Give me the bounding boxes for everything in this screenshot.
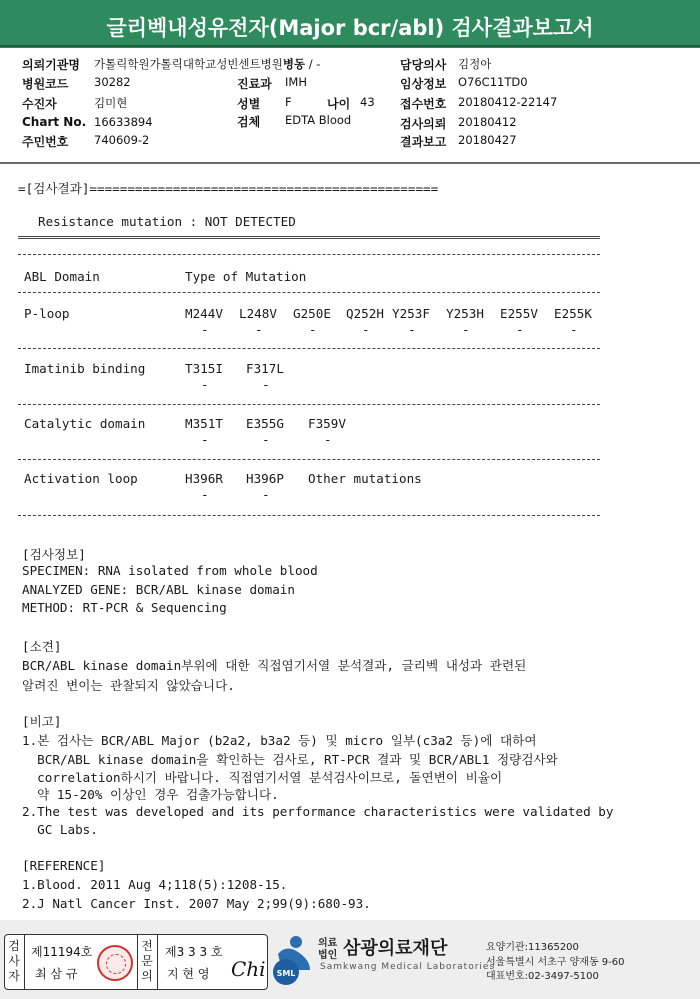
age-value: 43 <box>360 95 375 109</box>
mutation: E255K <box>554 306 592 321</box>
request-label: 검사의뢰 <box>400 117 447 131</box>
specialist-id: 제3 3 3 호 <box>165 945 223 959</box>
mutation-result: - <box>462 322 470 337</box>
examiner-label: 검사자 <box>8 939 20 983</box>
col-type: Type of Mutation <box>185 269 307 284</box>
divider <box>137 935 138 989</box>
mutation: Y253H <box>446 306 484 321</box>
mutation-result: - <box>262 432 270 447</box>
mutation: F359V <box>308 416 346 431</box>
mutation-result: - <box>262 377 270 392</box>
rule <box>18 348 600 349</box>
specialist-label: 전문의 <box>141 939 153 983</box>
report-date-value: 20180427 <box>458 133 517 147</box>
rrn-value: 740609-2 <box>94 133 150 147</box>
mutation: Q252H <box>346 306 384 321</box>
mutation-result: - <box>255 322 263 337</box>
name-label: 수진자 <box>22 97 57 111</box>
mutation: H396R <box>185 471 223 486</box>
mutation: M244V <box>185 306 223 321</box>
examiner-id: 제11194호 <box>31 945 93 959</box>
chart-value: 16633894 <box>94 115 153 129</box>
mutation: L248V <box>239 306 277 321</box>
domain-name: Catalytic domain <box>24 416 146 431</box>
note-line: 약 15-20% 이상인 경우 검출가능합니다. <box>22 787 279 802</box>
org-name: 삼광의료재단 <box>343 938 448 959</box>
reference-line: 1.Blood. 2011 Aug 4;118(5):1208-15. <box>22 877 288 892</box>
note-line: correlation하시기 바랍니다. 직접염기서열 분석검사이므로, 돌연변이 비율이 <box>22 770 503 785</box>
org-code: 요양기관:11365200 <box>486 942 579 953</box>
rule <box>18 515 600 516</box>
mutation-result: - <box>201 432 209 447</box>
report-body <box>0 170 700 920</box>
info-line: SPECIMEN: RNA isolated from whole blood <box>22 563 318 578</box>
report-title: 글리벡내성유전자(Major bcr/abl) 검사결과보고서 <box>0 0 700 48</box>
org-address: 서울특별시 서초구 양재동 9-60 <box>486 957 625 968</box>
mutation: M351T <box>185 416 223 431</box>
org-type: 의료법인 <box>318 938 338 961</box>
hospital-value: 가톨릭학원가톨릭대학교성빈센트병원병동 / - <box>94 57 321 71</box>
mutation-result: - <box>570 322 578 337</box>
logo-text: SML <box>276 969 296 978</box>
mutation: H396P <box>246 471 284 486</box>
dept-value: IMH <box>285 75 307 89</box>
reference-line: 2.J Natl Cancer Inst. 2007 May 2;99(9):680-93. <box>22 896 371 911</box>
result-header: =[검사결과]============================================== <box>18 181 439 196</box>
note-header: [비고] <box>22 714 62 729</box>
mutation: T315I <box>185 361 223 376</box>
dept-label: 진료과 <box>237 77 272 91</box>
mutation-result: - <box>324 432 332 447</box>
info-header: [검사정보] <box>22 547 86 562</box>
mutation: G250E <box>293 306 331 321</box>
rule <box>18 292 600 293</box>
patient-info <box>0 48 700 164</box>
note-line: GC Labs. <box>22 822 98 837</box>
opinion-header: [소견] <box>22 639 62 654</box>
hospital-label: 의뢰기관명 <box>22 58 80 72</box>
mutation: E255V <box>500 306 538 321</box>
doctor-value: 김정아 <box>458 57 492 71</box>
doctor-label: 담당의사 <box>400 58 447 72</box>
divider <box>157 935 158 989</box>
mutation-result: - <box>362 322 370 337</box>
reference-header: [REFERENCE] <box>22 858 106 873</box>
mutation-result: - <box>201 322 209 337</box>
mutation: E355G <box>246 416 284 431</box>
examiner-name: 최 삼 규 <box>35 967 78 981</box>
note-line: 2.The test was developed and its performance characteristics were validated by <box>22 804 614 819</box>
request-value: 20180412 <box>458 115 517 129</box>
note-line: BCR/ABL kinase domain을 확인하는 검사로, RT-PCR 결과 및 BCR/ABL1 정량검사와 <box>22 752 558 767</box>
specialist-name: 지 현 영 <box>167 967 210 981</box>
chart-label: Chart No. <box>22 115 87 129</box>
specimen-label: 검체 <box>237 115 261 129</box>
mutation-result: - <box>516 322 524 337</box>
receipt-label: 접수번호 <box>400 97 447 111</box>
divider <box>24 935 25 989</box>
mutation-result: - <box>309 322 317 337</box>
signature: Chi <box>231 957 266 981</box>
specimen-value: EDTA Blood <box>285 113 352 127</box>
opinion-line: 알려진 변이는 관찰되지 않았습니다. <box>22 678 235 693</box>
rule <box>18 254 600 255</box>
info-line: METHOD: RT-PCR & Sequencing <box>22 600 227 615</box>
note-line: 1.본 검사는 BCR/ABL Major (b2a2, b3a2 등) 및 micro 일부(c3a2 등)에 대하여 <box>22 733 537 748</box>
opinion-line: BCR/ABL kinase domain부위에 대한 직접염기서열 분석결과, 글리벡 내성과 관련된 <box>22 658 527 673</box>
sex-value: F <box>285 95 292 109</box>
rule <box>18 404 600 405</box>
org-phone: 대표번호:02-3497-5100 <box>486 971 599 982</box>
age-label: 나이 <box>327 97 351 111</box>
code-value: 30282 <box>94 75 131 89</box>
sex-label: 성별 <box>237 97 261 111</box>
mutation: Other mutations <box>308 471 422 486</box>
mutation: Y253F <box>392 306 430 321</box>
mutation-result: - <box>262 487 270 502</box>
mutation-result: - <box>201 487 209 502</box>
domain-name: Imatinib binding <box>24 361 146 376</box>
sml-logo-icon <box>272 934 316 986</box>
rule <box>18 459 600 460</box>
signature-box <box>4 934 268 990</box>
rrn-label: 주민번호 <box>22 135 69 149</box>
col-domain: ABL Domain <box>24 269 100 284</box>
domain-name: Activation loop <box>24 471 138 486</box>
double-rule <box>18 236 600 239</box>
mutation: F317L <box>246 361 284 376</box>
mutation-result: - <box>408 322 416 337</box>
clinical-label: 임상정보 <box>400 77 447 91</box>
domain-name: P-loop <box>24 306 70 321</box>
title-underline <box>0 45 700 47</box>
receipt-value: 20180412-22147 <box>458 95 558 109</box>
seal-stamp <box>97 945 133 981</box>
resistance-status: Resistance mutation : NOT DETECTED <box>38 214 296 229</box>
org-english-name: Samkwang Medical Laboratories <box>320 962 496 972</box>
mutation-result: - <box>201 377 209 392</box>
code-label: 병원코드 <box>22 77 69 91</box>
info-line: ANALYZED GENE: BCR/ABL kinase domain <box>22 582 295 597</box>
info-divider <box>0 162 700 164</box>
report-date-label: 결과보고 <box>400 135 447 149</box>
name-value: 김미현 <box>94 96 128 110</box>
clinical-value: O76C11TD0 <box>458 75 528 89</box>
